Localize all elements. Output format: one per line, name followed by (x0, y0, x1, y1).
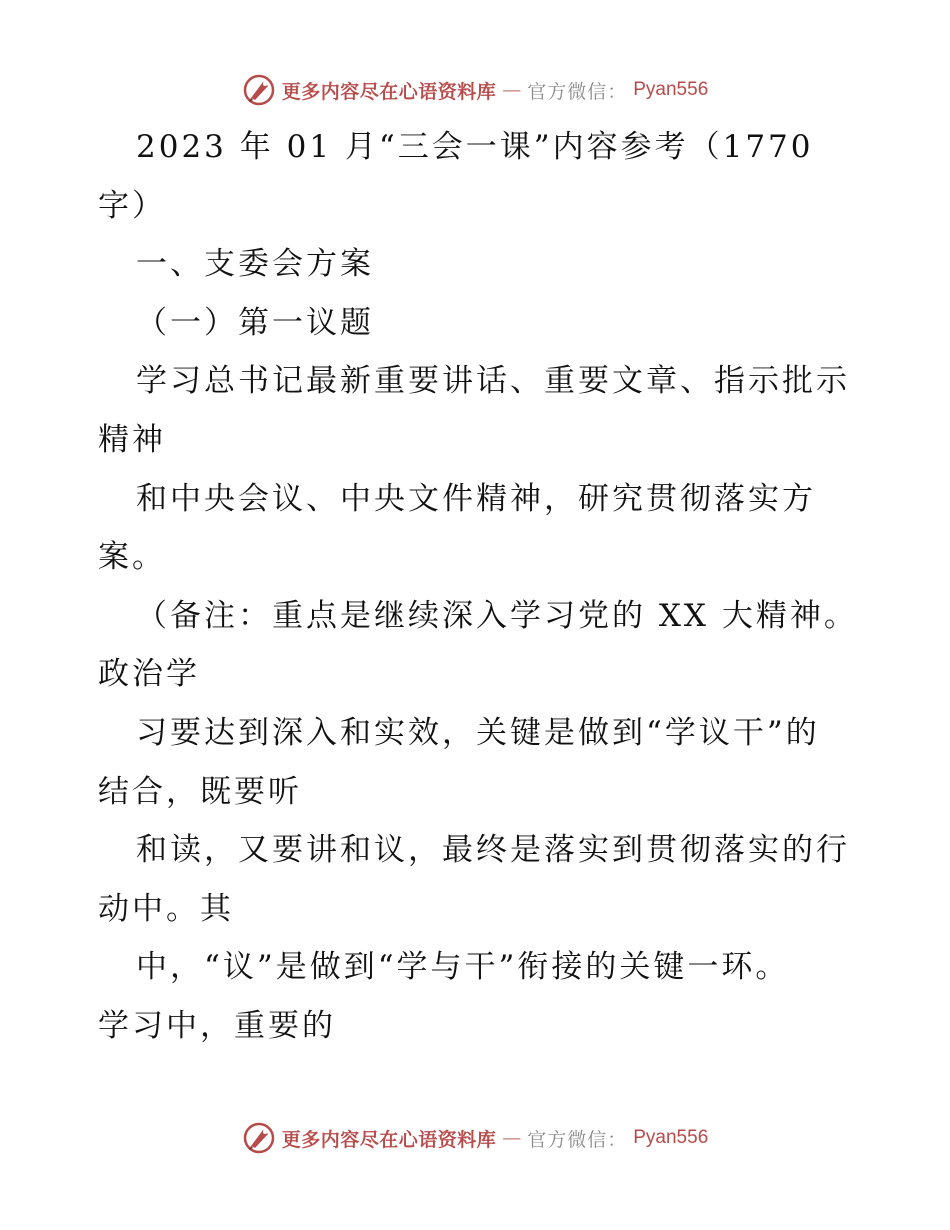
paragraph-line: 政治学 (98, 656, 200, 693)
paragraph-line: 和中央会议、中央文件精神，研究贯彻落实方 (136, 480, 816, 517)
section-heading: 一、支委会方案 (136, 246, 374, 283)
header-banner (0, 70, 950, 110)
banner-slogan: 更多内容尽在心语资料库 (281, 1128, 497, 1151)
pen-nib-logo-icon (242, 1121, 276, 1155)
banner-separator: — (502, 79, 522, 101)
pen-nib-logo-icon (242, 73, 276, 107)
paragraph-line: 中，“议”是做到“学与干”衔接的关键一环。 (136, 949, 790, 986)
paragraph-line: 案。 (98, 539, 166, 576)
banner-separator: — (502, 1127, 522, 1149)
paragraph-line: 动中。其 (98, 890, 234, 927)
document-body (98, 118, 868, 1056)
footer-banner (0, 1118, 950, 1158)
paragraph-line: 结合，既要听 (98, 773, 302, 810)
paragraph-line: 学习总书记最新重要讲话、重要文章、指示批示 (136, 363, 850, 400)
banner-slogan: 更多内容尽在心语资料库 (281, 80, 497, 103)
paragraph-line: （备注：重点是继续深入学习党的 XX 大精神。 (136, 597, 858, 634)
paragraph-line: 习要达到深入和实效，关键是做到“学议干”的 (136, 714, 820, 751)
paragraph-line: 学习中，重要的 (98, 1007, 336, 1044)
document-title-line-2: 字） (98, 187, 166, 224)
banner-wechat-label: 官方微信： (527, 1128, 628, 1151)
paragraph-line: 和读，又要讲和议，最终是落实到贯彻落实的行 (136, 832, 850, 869)
subsection-heading: （一）第一议题 (136, 304, 374, 341)
banner-wechat-label: 官方微信： (527, 80, 628, 103)
paragraph-line: 精神 (98, 421, 166, 458)
banner-wechat-id: Pyan556 (633, 79, 709, 100)
banner-wechat-id: Pyan556 (633, 1127, 709, 1148)
document-title-line-1: 2023 年 01 月“三会一课”内容参考（1770 (136, 129, 814, 165)
